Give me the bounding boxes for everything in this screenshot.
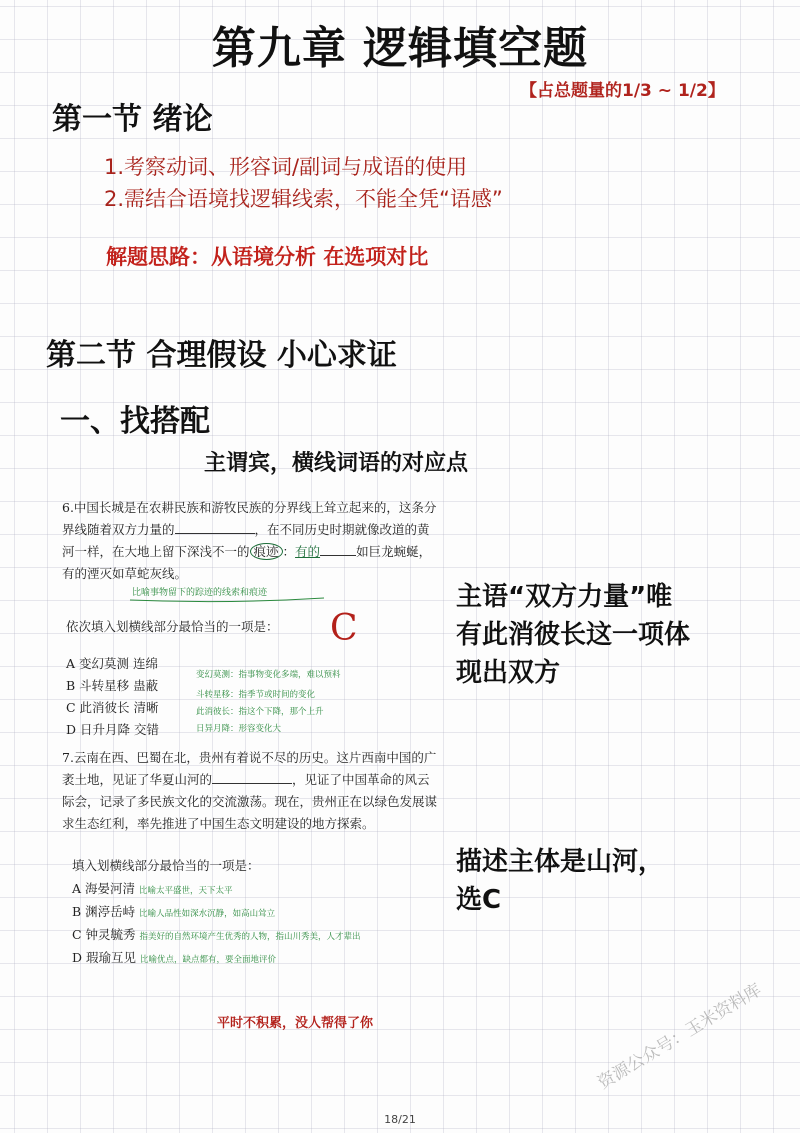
question-6-text-a: 6.中国长城是在农耕民族和游牧民族的分界线上耸立起来的，这条分界线随着双方力量的 — [62, 500, 437, 537]
q6-note-2: 斗转星移：指季节或时间的变化 — [196, 690, 316, 700]
ratio-note: 【占总题量的1/3 ~ 1/2】 — [520, 81, 725, 101]
q7-option-b-label: B 渊渟岳峙 — [72, 904, 136, 919]
q7-option-d-label: D 瑕瑜互见 — [72, 950, 136, 965]
q7-option-c-label: C 钟灵毓秀 — [72, 927, 136, 942]
section2-title: 第二节 合理假设 小心求证 — [46, 338, 397, 373]
q6-option-d: D 日升月降 交错 — [66, 722, 159, 737]
circled-word: 痕迹 — [250, 543, 283, 560]
approach-line: 解题思路：从语境分析 在选项对比 — [106, 245, 429, 269]
section1-point-2: 2.需结合语境找逻辑线索，不能全凭“语感” — [104, 187, 503, 211]
q6-option-c: C 此消彼长 清晰 — [66, 700, 159, 715]
q6-note-1: 变幻莫测：指事物变化多端，难以预料 — [196, 670, 341, 680]
q7-option-c — [72, 925, 361, 943]
subsection-title: 一、找搭配 — [60, 404, 210, 439]
blank-line-short — [320, 542, 356, 556]
section1-point-1: 1.考察动词、形容词/副词与成语的使用 — [104, 155, 468, 179]
q6-option-a: A 变幻莫测 连绵 — [66, 656, 158, 671]
q7-option-b-note: 比喻人品性如深水沉静，如高山耸立 — [139, 909, 276, 919]
q7-option-d-note: 比喻优点，缺点都有，要全面地评价 — [139, 955, 276, 965]
q6-option-b: B 斗转星移 蛊蔽 — [66, 678, 159, 693]
side-note-1: 主语“双方力量”唯有此消彼长这一项体现出双方 — [456, 582, 691, 688]
q7-option-a-note: 比喻太平盛世，天下太平 — [139, 886, 233, 896]
q6-note-3: 此消彼长：指这个下降，那个上升 — [196, 707, 324, 717]
question-6-text: 6.中国长城是在农耕民族和游牧民族的分界线上耸立起来的，这条分界线随着双方力量的 ，在不同历史时期就像改道的黄河一样，在大地上留下深浅不一的 痕迹 ：有的 如巨龙蜿蜒，有的湮灭如草蛇灰线。 — [62, 500, 437, 581]
question-7-text-a: 7.云南在西、巴蜀在北，贵州有着说不尽的历史。这片西南中国的广袤土地，见证了华夏山河的 — [62, 750, 437, 787]
handwritten-note: 比喻事物留下的踪迹的线索和痕迹 — [132, 588, 268, 598]
question-6-stem: 依次填入划横线部分最恰当的一项是： — [66, 619, 279, 634]
q7-option-b — [72, 902, 275, 920]
watermark: 资源公众号：玉米资料库 — [594, 979, 766, 1094]
motto-line: 平时不积累，没人帮得了你 — [216, 1016, 373, 1031]
section1-title: 第一节 绪论 — [52, 102, 213, 137]
question-7-stem: 填入划横线部分最恰当的一项是： — [72, 858, 260, 873]
q6-note-4: 日异月降：形容变化大 — [196, 724, 282, 734]
question-7-text — [62, 747, 442, 835]
question-7-text-b: ，见证了中国革命的风云际会，记录了多民族文化的交流激荡。现在，贵州正在以绿色发展谋求生态红利，率先推进了中国生态文明建设的地方探索。 — [62, 772, 438, 831]
question-6-text-c: 如巨龙蜿蜒，有的湮灭如草蛇灰线。 — [62, 544, 432, 581]
page-number: 18/21 — [384, 1113, 416, 1126]
q7-option-a — [72, 879, 233, 897]
q7-option-a-label: A 海晏河清 — [72, 881, 136, 896]
side-note-2: 描述主体是山河，选C — [456, 847, 665, 915]
question-6-text-b: ，在不同历史时期就像改道的黄河一样，在大地上留下深浅不一的 — [62, 522, 430, 559]
answer-mark: C — [330, 608, 358, 649]
annotated-word: 有的 — [295, 544, 321, 559]
chapter-title: 第九章 逻辑填空题 — [211, 23, 589, 74]
handwritten-underline — [128, 596, 328, 604]
subsection-hint: 主谓宾，横线词语的对应点 — [204, 451, 469, 476]
blank-line — [212, 770, 292, 784]
blank-line — [175, 520, 255, 534]
q7-option-c-note: 指美好的自然环境产生优秀的人物，指山川秀美，人才辈出 — [139, 932, 361, 942]
q7-option-d — [72, 948, 276, 966]
